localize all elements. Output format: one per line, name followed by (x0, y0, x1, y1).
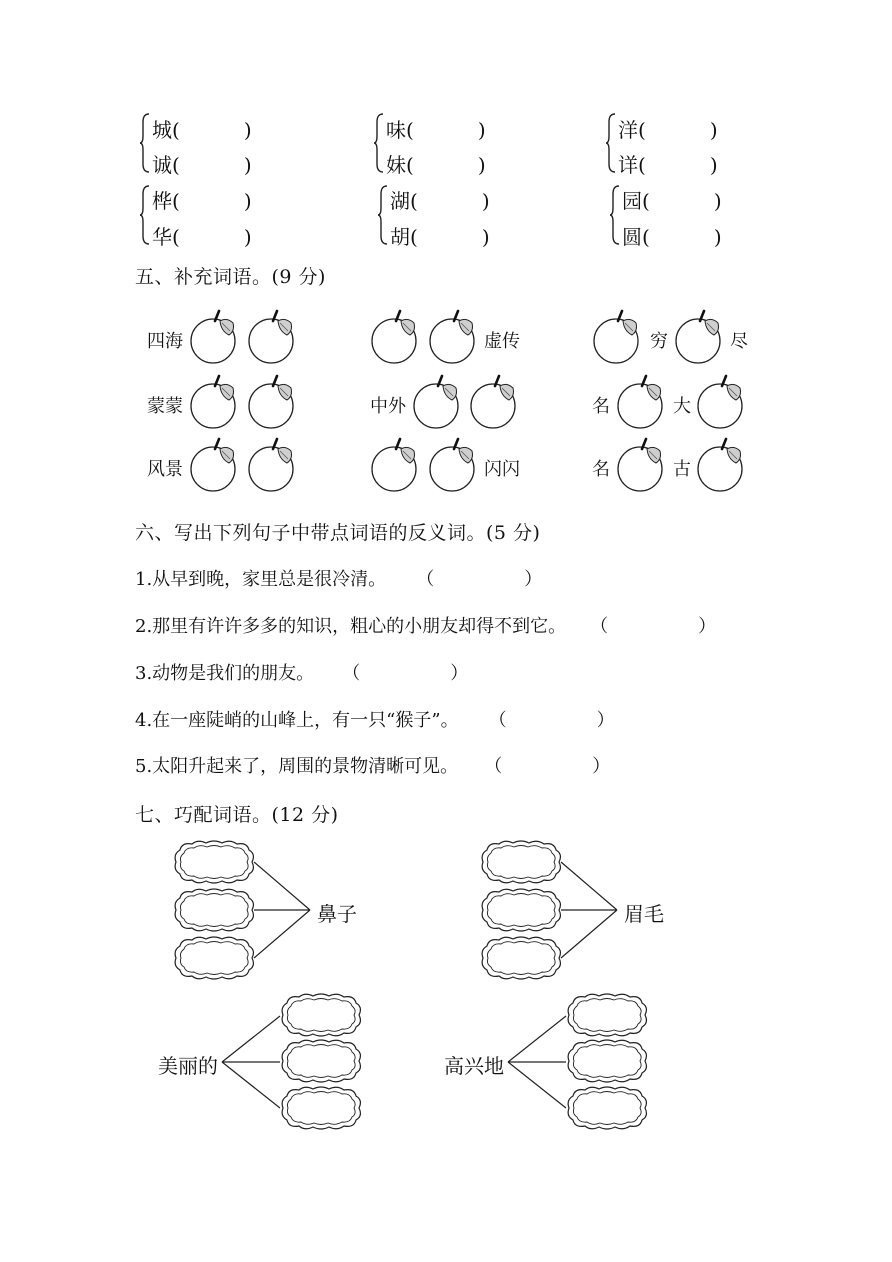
pair-word-top: 味( ) (386, 118, 486, 142)
brace-icon (606, 112, 616, 174)
pair-word-top: 桦( ) (152, 189, 252, 213)
sentence-item: 5.太阳升起来了，周围的景物清晰可见。 （ ） (135, 756, 611, 777)
idiom-label: 大 (673, 396, 691, 417)
apple-blank-icon[interactable] (674, 309, 730, 365)
match-word: 鼻子 (317, 902, 357, 926)
connector-lines (250, 855, 314, 965)
idiom-label: 蒙蒙 (147, 396, 183, 417)
answer-cloud-icon[interactable] (563, 1086, 649, 1130)
sentence-item: 4.在一座陡峭的山峰上，有一只“猴子”。 （ ） (135, 710, 615, 731)
apple-blank-icon[interactable] (616, 437, 672, 493)
answer-cloud-icon[interactable] (563, 1039, 649, 1083)
sentence-item: 1.从早到晚，家里总是很冷清。 （ ） (135, 569, 543, 590)
apple-blank-icon[interactable] (428, 309, 484, 365)
apple-blank-icon[interactable] (189, 309, 245, 365)
connector-lines (220, 1010, 284, 1120)
pair-word-bottom: 妹( ) (386, 153, 486, 177)
apple-blank-icon[interactable] (592, 309, 648, 365)
section-6-title: 六、写出下列句子中带点词语的反义词。(5 分) (135, 522, 541, 544)
pair-word-top: 城( ) (152, 118, 252, 142)
apple-blank-icon[interactable] (696, 374, 752, 430)
apple-blank-icon[interactable] (428, 437, 484, 493)
match-word: 高兴地 (444, 1054, 504, 1078)
connector-lines (506, 1010, 570, 1120)
brace-icon (610, 184, 620, 246)
match-word: 眉毛 (624, 902, 664, 926)
answer-cloud-icon[interactable] (563, 993, 649, 1037)
pair-word-bottom: 华( ) (152, 225, 252, 249)
answer-cloud-icon[interactable] (170, 936, 256, 980)
sentence-item: 3.动物是我们的朋友。 （ ） (135, 663, 469, 684)
section-7-title: 七、巧配词语。(12 分) (135, 804, 339, 826)
apple-blank-icon[interactable] (469, 374, 525, 430)
pair-word-bottom: 详( ) (618, 153, 718, 177)
idiom-label: 古 (673, 459, 691, 480)
pair-word-bottom: 诚( ) (152, 153, 252, 177)
answer-cloud-icon[interactable] (170, 840, 256, 884)
answer-cloud-icon[interactable] (477, 936, 563, 980)
answer-cloud-icon[interactable] (277, 1039, 363, 1083)
idiom-label: 风景 (147, 459, 183, 480)
answer-cloud-icon[interactable] (277, 1086, 363, 1130)
apple-blank-icon[interactable] (189, 374, 245, 430)
apple-blank-icon[interactable] (247, 437, 303, 493)
pair-word-top: 洋( ) (618, 118, 718, 142)
idiom-label: 虚传 (484, 331, 520, 352)
apple-blank-icon[interactable] (247, 374, 303, 430)
pair-word-bottom: 胡( ) (390, 225, 490, 249)
idiom-label: 四海 (147, 331, 183, 352)
brace-icon (140, 184, 150, 246)
apple-blank-icon[interactable] (370, 309, 426, 365)
idiom-label: 名 (592, 459, 610, 480)
answer-cloud-icon[interactable] (277, 993, 363, 1037)
apple-blank-icon[interactable] (412, 374, 468, 430)
pair-word-top: 湖( ) (390, 189, 490, 213)
apple-blank-icon[interactable] (616, 374, 672, 430)
apple-blank-icon[interactable] (189, 437, 245, 493)
brace-icon (140, 112, 150, 174)
idiom-label: 闪闪 (484, 459, 520, 480)
answer-cloud-icon[interactable] (477, 888, 563, 932)
section-5-title: 五、补充词语。(9 分) (135, 266, 326, 288)
brace-icon (378, 184, 388, 246)
idiom-label: 尽 (730, 331, 748, 352)
answer-cloud-icon[interactable] (477, 840, 563, 884)
sentence-item: 2.那里有许许多多的知识，粗心的小朋友却得不到它。 （ ） (135, 616, 717, 637)
pair-word-bottom: 圆( ) (622, 225, 722, 249)
match-word: 美丽的 (158, 1054, 218, 1078)
apple-blank-icon[interactable] (247, 309, 303, 365)
apple-blank-icon[interactable] (696, 437, 752, 493)
pair-word-top: 园( ) (622, 189, 722, 213)
answer-cloud-icon[interactable] (170, 888, 256, 932)
idiom-label: 名 (592, 396, 610, 417)
connector-lines (557, 855, 621, 965)
idiom-label: 穷 (650, 331, 668, 352)
idiom-label: 中外 (370, 396, 406, 417)
apple-blank-icon[interactable] (370, 437, 426, 493)
brace-icon (374, 112, 384, 174)
